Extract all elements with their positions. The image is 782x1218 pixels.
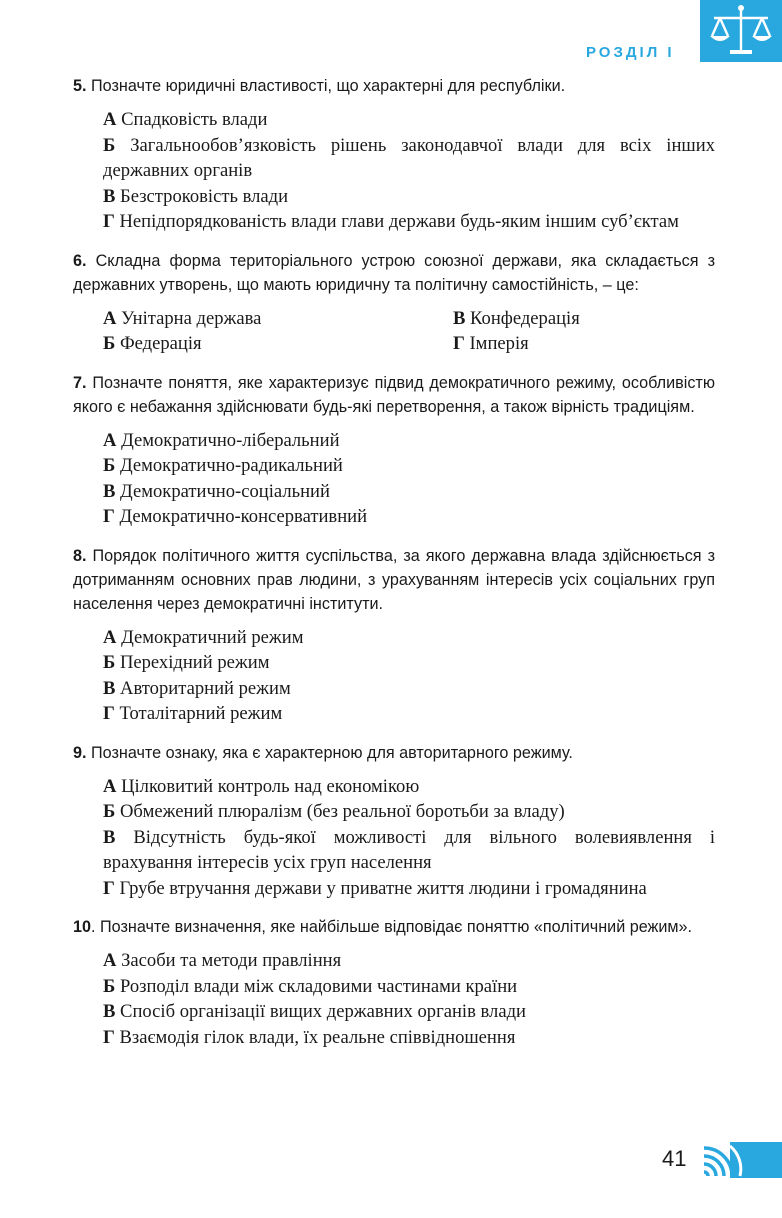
option-text: Розподіл влади між складовими частинами країни xyxy=(115,975,518,997)
option-letter: Б xyxy=(103,652,116,673)
option-text: Імперія xyxy=(464,333,529,354)
question-5 xyxy=(73,74,715,98)
option-text: Спадковість влади xyxy=(116,109,268,130)
option-text: Загальнообов’язковість рішень законодавчої влади для всіх інших державних органів xyxy=(103,134,715,181)
options-8 xyxy=(73,625,715,727)
option-a xyxy=(73,625,715,651)
option-text: Конфедерація xyxy=(465,307,580,329)
option-a xyxy=(73,948,715,974)
option-text: Грубе втручання держави у приватне життя людини і громадянина xyxy=(114,877,647,899)
option-letter: Г xyxy=(103,506,115,527)
option-letter: Г xyxy=(103,877,115,899)
option-v xyxy=(73,676,715,702)
option-g xyxy=(73,1025,715,1051)
option-letter: А xyxy=(103,950,117,971)
option-letter: В xyxy=(103,480,116,502)
question-text: Порядок політичного життя суспільства, за якого державна влада здійснюється з дотриманням основних прав людини, з урахуванням інтересів усіх соціальних груп населення через демократичні інститути. xyxy=(73,546,715,613)
option-letter: А xyxy=(103,109,117,130)
option-v xyxy=(73,999,715,1025)
question-6 xyxy=(73,249,715,297)
question-text: Позначте поняття, яке характеризує підвид демократичного режиму, особливістю якого є небажання здійснювати будь-які перетворення, а також вірність традиціям. xyxy=(73,373,715,416)
option-text: Федерація xyxy=(115,333,202,354)
options-5 xyxy=(73,107,715,235)
option-letter: В xyxy=(103,185,116,207)
option-letter: В xyxy=(103,677,116,699)
option-letter: Б xyxy=(103,975,116,997)
option-a xyxy=(73,428,715,454)
option-text: Цілковитий контроль над економікою xyxy=(116,775,420,797)
option-text: Тоталітарний режим xyxy=(114,703,283,724)
question-number: 9. xyxy=(73,743,87,762)
option-letter: А xyxy=(103,775,117,797)
option-a xyxy=(73,107,715,133)
option-text: Демократично-ліберальний xyxy=(116,429,340,451)
option-v xyxy=(423,306,715,332)
section-tab xyxy=(700,0,782,62)
option-letter: Б xyxy=(103,455,116,476)
question-7 xyxy=(73,371,715,419)
option-b xyxy=(73,974,715,1000)
question-text: Позначте юридичні властивості, що характерні для республіки. xyxy=(86,77,566,95)
question-number: 6. xyxy=(73,251,87,270)
section-label: РОЗДІЛ І xyxy=(586,44,675,61)
option-letter: А xyxy=(103,307,117,329)
option-letter: Г xyxy=(103,211,115,232)
option-g xyxy=(73,504,715,530)
option-text: Непідпорядкованість влади глави держави будь-яким іншим суб’єктам xyxy=(114,211,679,232)
option-text: Демократично-консервативний xyxy=(114,506,368,527)
option-b xyxy=(73,650,715,676)
scales-icon xyxy=(700,0,782,62)
option-g xyxy=(423,331,715,357)
option-a xyxy=(73,774,715,800)
option-text: Обмежений плюралізм (без реальної боротьби за владу) xyxy=(115,801,565,822)
option-text: Спосіб організації вищих державних органів влади xyxy=(115,1001,526,1022)
question-9 xyxy=(73,741,715,765)
option-b xyxy=(73,133,715,184)
option-letter: А xyxy=(103,626,117,648)
option-letter: Б xyxy=(103,801,116,822)
signal-waves-icon xyxy=(700,1142,782,1178)
question-number: 7. xyxy=(73,373,87,392)
question-text: Позначте ознаку, яка є характерною для авторитарного режиму. xyxy=(86,743,573,762)
question-text: Складна форма територіального устрою союзної держави, яка складається з державних утворень, що мають юридичну та політичну самостійність, – це: xyxy=(73,251,715,294)
page-number: 41 xyxy=(662,1146,687,1171)
question-number: 8. xyxy=(73,546,87,565)
option-text: Перехідний режим xyxy=(115,652,270,673)
option-letter: А xyxy=(103,429,117,451)
option-g xyxy=(73,876,715,902)
option-b xyxy=(73,453,715,479)
option-letter: В xyxy=(103,1001,116,1022)
options-7 xyxy=(73,428,715,530)
question-10 xyxy=(73,915,715,939)
option-letter: Б xyxy=(103,333,116,354)
option-text: Демократично-соціальний xyxy=(115,480,330,502)
option-g xyxy=(73,209,715,235)
option-letter: В xyxy=(453,307,466,329)
option-letter: Г xyxy=(103,703,115,724)
option-g xyxy=(73,701,715,727)
question-number: 5. xyxy=(73,77,87,95)
option-v xyxy=(73,479,715,505)
option-text: Демократично-радикальний xyxy=(115,455,343,476)
options-9 xyxy=(73,774,715,902)
option-text: Унітарна держава xyxy=(116,307,262,329)
question-8 xyxy=(73,544,715,616)
options-10 xyxy=(73,948,715,1050)
option-b xyxy=(73,799,715,825)
option-a xyxy=(73,306,423,332)
option-text: Засоби та методи правління xyxy=(116,950,342,971)
option-text: Безстроковість влади xyxy=(115,185,289,207)
question-text: . Позначте визначення, яке найбільше відповідає поняттю «політичний режим». xyxy=(91,918,693,936)
option-text: Авторитарний режим xyxy=(115,677,291,699)
option-text: Демократичний режим xyxy=(116,626,304,648)
option-text: Взаємодія гілок влади, їх реальне співвідношення xyxy=(114,1026,516,1048)
option-b xyxy=(73,331,423,357)
question-list xyxy=(73,74,715,1064)
option-letter: Б xyxy=(103,134,116,156)
option-letter: Г xyxy=(453,333,465,354)
option-letter: Г xyxy=(103,1026,115,1048)
option-v xyxy=(73,825,715,876)
option-text: Відсутність будь-якої можливості для вільного волевиявлення і врахування інтересів усіх груп населення xyxy=(103,826,715,873)
question-number: 10 xyxy=(73,918,92,936)
options-6 xyxy=(73,306,715,357)
option-v xyxy=(73,184,715,210)
page-tab xyxy=(700,1142,782,1178)
option-letter: В xyxy=(103,826,116,848)
